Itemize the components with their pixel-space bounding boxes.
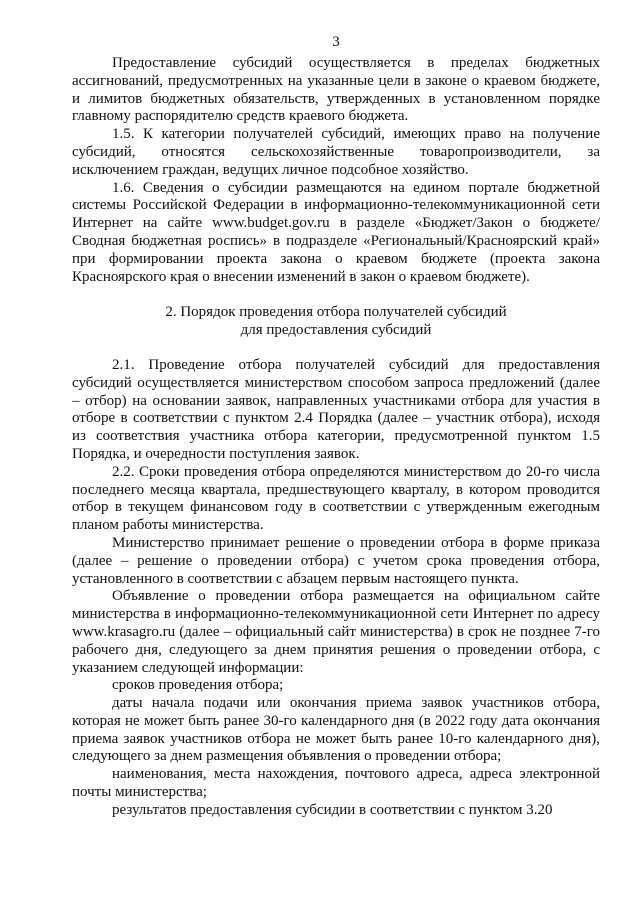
paragraph-2-2-selection-terms: 2.2. Сроки проведения отбора определяются министерством до 20-го числа последнего месяца квартала, предшествующего кварталу, в котором проводится отбор в текущем финансовом году в соответствии с утвержденным ежегодным планом работы министерства. [72,463,600,534]
paragraph-announcement: Объявление о проведении отбора размещается на официальном сайте министерства в информационно-телекоммуникационной сети Интернет по адресу www.krasagro.ru (далее – официальный сайт министерства) в срок не позднее 7-го рабочего дня, следующего за днем принятия решения о проведении отбора, с указанием следующей информации: [72,588,600,676]
list-item-subsidy-results: результатов предоставления субсидии в соответствии с пунктом 3.20 [112,801,553,818]
document-page [72,0,600,905]
section-heading-line-1: 2. Порядок проведения отбора получателей субсидий [165,304,507,321]
paragraph-2-1-selection-procedure: 2.1. Проведение отбора получателей субсидий для предоставления субсидий осуществляется министерством способом запроса предложений (далее – отбор) на основании заявок, направленных участниками отбора для участия в отборе в соответствии с пунктом 2.4 Порядка (далее – участник отбора), исходя из соответствия участника отбора категории, предусмотренной пунктом 1.5 Порядка, и очередности поступления заявок. [72,356,600,462]
list-item-ministry-contacts: наименования, места нахождения, почтового адреса, адреса электронной почты министерства; [72,766,600,801]
paragraph-ministry-decision: Министерство принимает решение о проведении отбора в форме приказа (далее – решение о проведении отбора) с учетом срока проведения отбора, установленного в соответствии с абзацем первым настоящего пункта. [72,534,600,587]
document-body [72,55,600,820]
section-heading-line-2: для предоставления субсидий [240,322,432,339]
paragraph-1-6-budget-portal: 1.6. Сведения о субсидии размещаются на едином портале бюджетной системы Российской Федерации в информационно-телекоммуникационной сети Интернет на сайте www.budget.gov.ru в разделе «Бюджет/Закон о бюджете/Сводная бюджетная роспись» в подразделе «Региональный/Красноярский край» при формировании проекта закона о краевом бюджете (проекта закона Красноярского края о внесении изменений в закон о краевом бюджете). [72,179,600,285]
list-item-selection-terms: сроков проведения отбора; [112,677,284,694]
list-item-application-dates: даты начала подачи или окончания приема заявок участников отбора, которая не может быть ранее 30-го календарного дня (в 2022 году дата окончания приема заявок участников отбора не может быть ранее 10-го календарного дня), следующего за днем размещения объявления о проведении отбора; [72,695,600,765]
paragraph-1-5-recipient-category: 1.5. К категории получателей субсидий, имеющих право на получение субсидий, относятся сельскохозяйственные товаропроизводители, за исключением граждан, ведущих личное подсобное хозяйство. [72,126,600,178]
page-number: 3 [332,34,340,50]
paragraph-budget-limits: Предоставление субсидий осуществляется в пределах бюджетных ассигнований, предусмотренных на указанные цели в законе о краевом бюджете, и лимитов бюджетных обязательств, утвержденных в установленном порядке главному распорядителю средств краевого бюджета. [72,55,600,125]
